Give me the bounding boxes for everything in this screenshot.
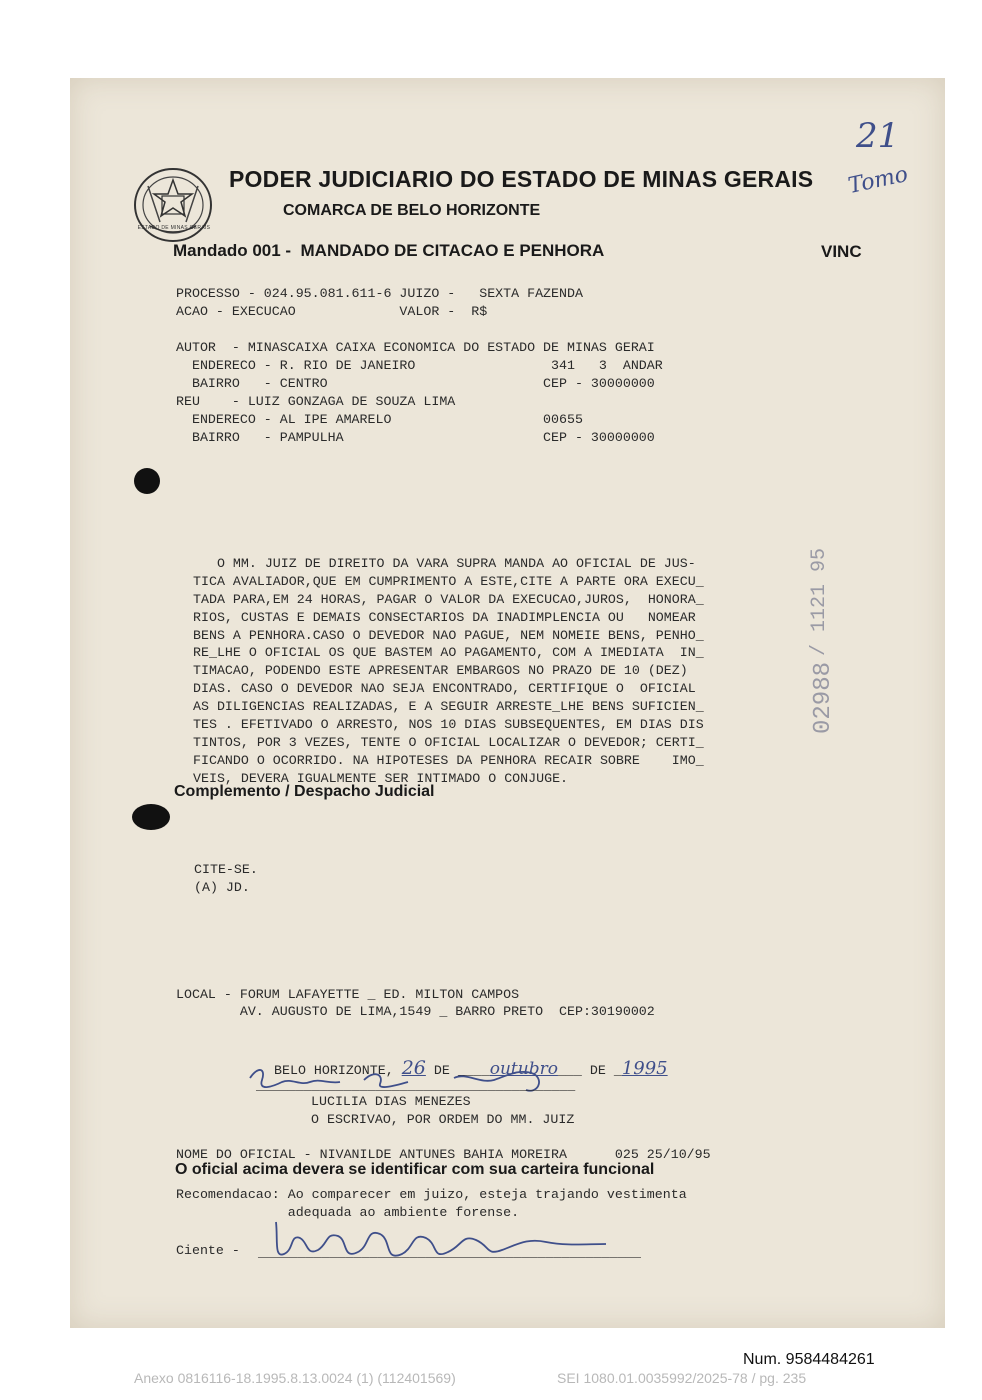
signature-underline: ________________________________________ — [256, 1078, 576, 1093]
body-line: RE_LHE O OFICIAL OS QUE BASTEM AO PAGAMENTO, COM A IMEDIATA IN_ — [193, 645, 704, 661]
date-blank-post: ___ — [557, 1063, 582, 1078]
mandado-title: Mandado 001 - MANDADO DE CITACAO E PENHORA — [173, 241, 605, 260]
body-line: FICANDO O OCORRIDO. NA HIPOTESES DA PENHORA RECAIR SOBRE IMO_ — [193, 752, 704, 768]
handwritten-note: Tomo — [846, 162, 911, 199]
oficial-aviso: O oficial acima devera se identificar com sua carteira funcional — [175, 1161, 655, 1178]
complemento-heading: Complemento / Despacho Judicial — [174, 783, 435, 800]
cite-se-line: CITE-SE. — [194, 862, 258, 877]
body-line: TICA AVALIADOR,QUE EM CUMPRIMENTO A ESTE,CITE A PARTE ORA EXECU_ — [193, 573, 704, 589]
juiz-line: (A) JD. — [194, 880, 250, 895]
autor-endereco-line: ENDERECO - R. RIO DE JANEIRO 341 3 ANDAR — [176, 358, 663, 373]
autor-line: AUTOR - MINASCAIXA CAIXA ECONOMICA DO ESTADO DE MINAS GERAI — [176, 340, 655, 355]
punch-hole — [132, 804, 170, 830]
reu-endereco-line: ENDERECO - AL IPE AMARELO 00655 — [176, 412, 583, 427]
reu-bairro-line: BAIRRO - PAMPULHA CEP - 30000000 — [176, 430, 655, 445]
date-blank-year: _ — [613, 1063, 622, 1078]
mandado-body — [193, 537, 704, 806]
body-line: RIOS, CUSTAS E DEMAIS CONSECTARIOS DA INADIMPLENCIA OU NOMEAR — [193, 609, 696, 625]
ciente-label: Ciente - — [176, 1243, 240, 1258]
recomendacao-line-2: adequada ao ambiente forense. — [176, 1205, 520, 1220]
date-day: 26 — [401, 1057, 426, 1079]
date-de-1: DE — [433, 1063, 450, 1078]
protocol-stamp-number: 02988 — [810, 662, 837, 735]
punch-hole — [134, 468, 160, 494]
page-subtitle: COMARCA DE BELO HORIZONTE — [283, 202, 541, 219]
body-line: TIMACAO, PODENDO ESTE APRESENTAR EMBARGOS NO PRAZO DE 10 (DEZ) — [193, 663, 688, 679]
local-address-line: AV. AUGUSTO DE LIMA,1549 _ BARRO PRETO CEP:30190002 — [176, 1004, 655, 1019]
protocol-stamp-date: / 1121 95 — [808, 548, 831, 657]
recomendacao-line: Recomendacao: Ao comparecer em juizo, esteja trajando vestimenta — [176, 1187, 687, 1202]
body-line: TINTOS, POR 3 VEZES, TENTE O OFICIAL LOCALIZAR O DEVEDOR; CERTI_ — [193, 734, 704, 750]
body-line: TADA PARA,EM 24 HORAS, PAGAR O VALOR DA EXECUCAO,JUROS, HONORA_ — [193, 591, 704, 607]
state-seal-icon — [132, 166, 214, 244]
date-prefix: BELO HORIZONTE, — [274, 1063, 394, 1078]
document-number: Num. 9584484261 — [743, 1351, 875, 1368]
processo-line: PROCESSO - 024.95.081.611-6 JUIZO - SEXTA FAZENDA — [176, 286, 583, 301]
body-line: TES . EFETIVADO O ARRESTO, NOS 10 DIAS SUBSEQUENTES, EM DIAS DIS — [193, 717, 704, 733]
reu-signature — [266, 1210, 616, 1270]
body-line: DIAS. CASO O DEVEDOR NAO SEJA ENCONTRADO, CERTIFIQUE O OFICIAL — [193, 681, 696, 697]
ciente-underline: ________________________________________________ — [258, 1245, 642, 1260]
date-de-2: DE — [589, 1063, 606, 1078]
escrivao-role: O ESCRIVAO, POR ORDEM DO MM. JUIZ — [311, 1112, 575, 1127]
sei-reference: SEI 1080.01.0035992/2025-78 / pg. 235 — [557, 1370, 807, 1386]
annex-reference: Anexo 0816116-18.1995.8.13.0024 (1) (112401569) — [134, 1370, 456, 1386]
page-title: PODER JUDICIARIO DO ESTADO DE MINAS GERAIS — [229, 166, 814, 192]
body-line: BENS A PENHORA.CASO O DEVEDOR NAO PAGUE, NEM NOMEIE BENS, PENHO_ — [193, 627, 704, 643]
acao-line: ACAO - EXECUCAO VALOR - R$ — [176, 304, 488, 319]
seal-text: ESTADO DE MINAS GERAIS — [137, 225, 211, 231]
body-line: AS DILIGENCIAS REALIZADAS, E A SEGUIR ARRESTE_LHE BENS SUFICIEN_ — [193, 699, 704, 715]
reu-line: REU - LUIZ GONZAGA DE SOUZA LIMA — [176, 394, 456, 409]
body-line: O MM. JUIZ DE DIREITO DA VARA SUPRA MANDA AO OFICIAL DE JUS- — [193, 555, 696, 571]
body-line: VEIS, DEVERA IGUALMENTE SER INTIMADO O CONJUGE. — [193, 770, 569, 786]
autor-bairro-line: BAIRRO - CENTRO CEP - 30000000 — [176, 376, 655, 391]
escrivao-name: LUCILIA DIAS MENEZES — [311, 1094, 471, 1109]
oficial-line: NOME DO OFICIAL - NIVANILDE ANTUNES BAHIA MOREIRA 025 25/10/95 — [176, 1147, 711, 1162]
date-year: 1995 — [621, 1058, 668, 1079]
local-line: LOCAL - FORUM LAFAYETTE _ ED. MILTON CAMPOS — [176, 987, 520, 1002]
vinc-label: VINC — [821, 242, 862, 261]
date-month: outubro — [489, 1059, 558, 1079]
date-blank-pre: ____ — [457, 1063, 490, 1078]
handwritten-number: 21 — [856, 116, 900, 156]
